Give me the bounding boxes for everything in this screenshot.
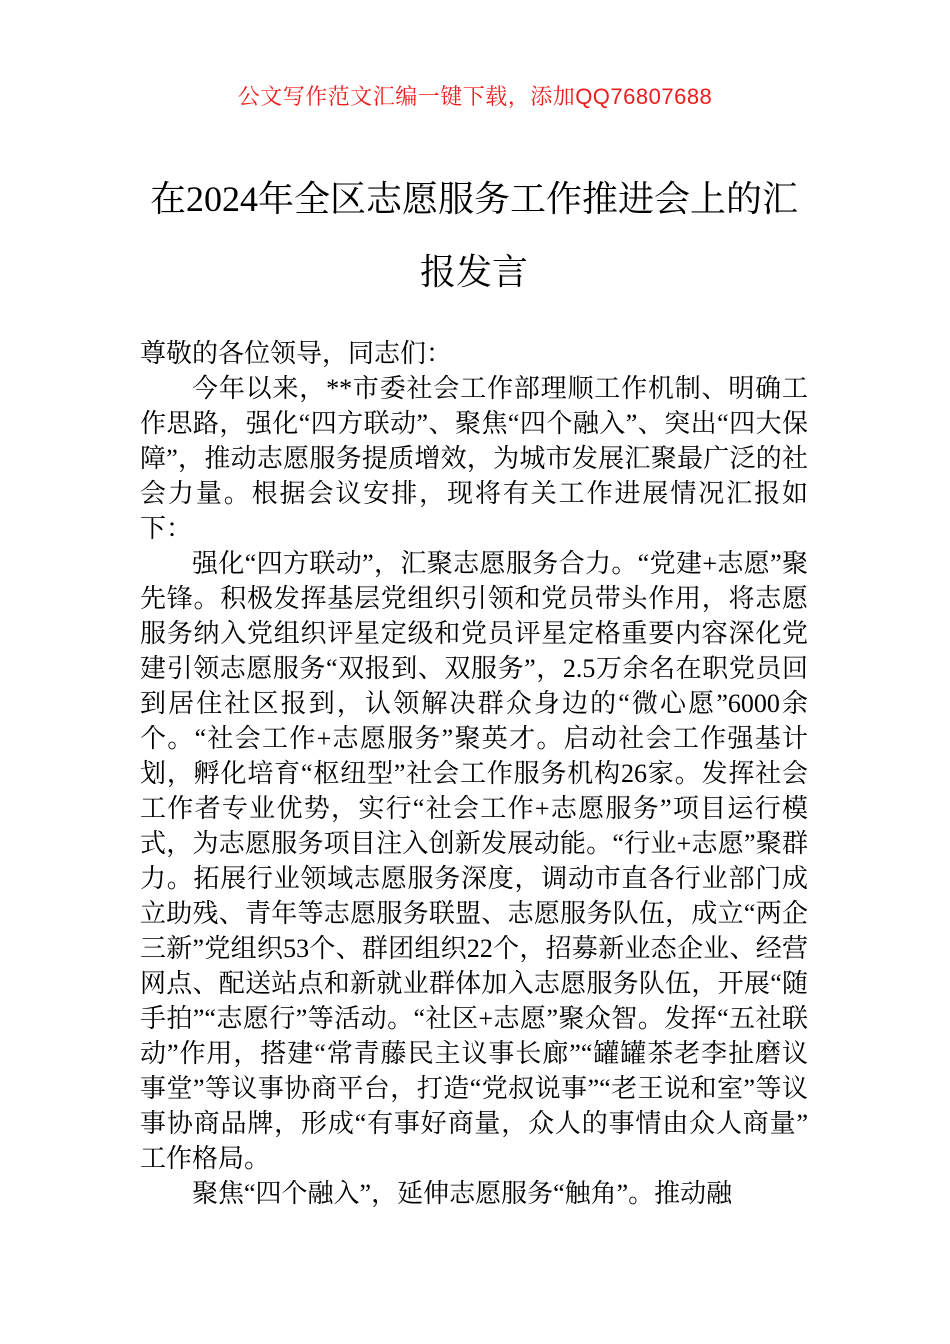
document-body bbox=[140, 336, 808, 1211]
title-line-2: 报发言 bbox=[419, 252, 528, 292]
salutation: 尊敬的各位领导，同志们： bbox=[140, 339, 453, 368]
paragraph: 聚焦“四个融入”，延伸志愿服务“触角”。推动融 bbox=[192, 1179, 733, 1208]
promo-notice: 公文写作范文汇编一键下载，添加QQ76807688 bbox=[237, 84, 713, 109]
title-line-1: 在2024年全区志愿服务工作推进会上的汇 bbox=[149, 179, 798, 219]
document-title bbox=[140, 163, 808, 309]
paragraph: 今年以来，**市委社会工作部理顺工作机制、明确工作思路，强化“四方联动”、聚焦“四个融入”、突出“四大保障”，推动志愿服务提质增效，为城市发展汇聚最广泛的社会力量。根据会议安排，现将有关工作进展情况汇报如下： bbox=[140, 374, 808, 543]
paragraph: 强化“四方联动”，汇聚志愿服务合力。“党建+志愿”聚先锋。积极发挥基层党组织引领和党员带头作用，将志愿服务纳入党组织评星定级和党员评星定格重要内容深化党建引领志愿服务“双报到、双服务”，2.5万余名在职党员回到居住社区报到，认领解决群众身边的“微心愿”6000余个。“社会工作+志愿服务”聚英才。启动社会工作强基计划，孵化培育“枢纽型”社会工作服务机构26家。发挥社会工作者专业优势，实行“社会工作+志愿服务”项目运行模式，为志愿服务项目注入创新发展动能。“行业+志愿”聚群力。拓展行业领域志愿服务深度，调动市直各行业部门成立助残、青年等志愿服务联盟、志愿服务队伍，成立“两企三新”党组织53个、群团组织22个，招募新业态企业、经营网点、配送站点和新就业群体加入志愿服务队伍，开展“随手拍”“志愿行”等活动。“社区+志愿”聚众智。发挥“五社联动”作用，搭建“常青藤民主议事长廊”“罐罐茶老李扯磨议事堂”等议事协商平台，打造“党叔说事”“老王说和室”等议事协商品牌，形成“有事好商量，众人的事情由众人商量”工作格局。 bbox=[140, 549, 808, 1173]
